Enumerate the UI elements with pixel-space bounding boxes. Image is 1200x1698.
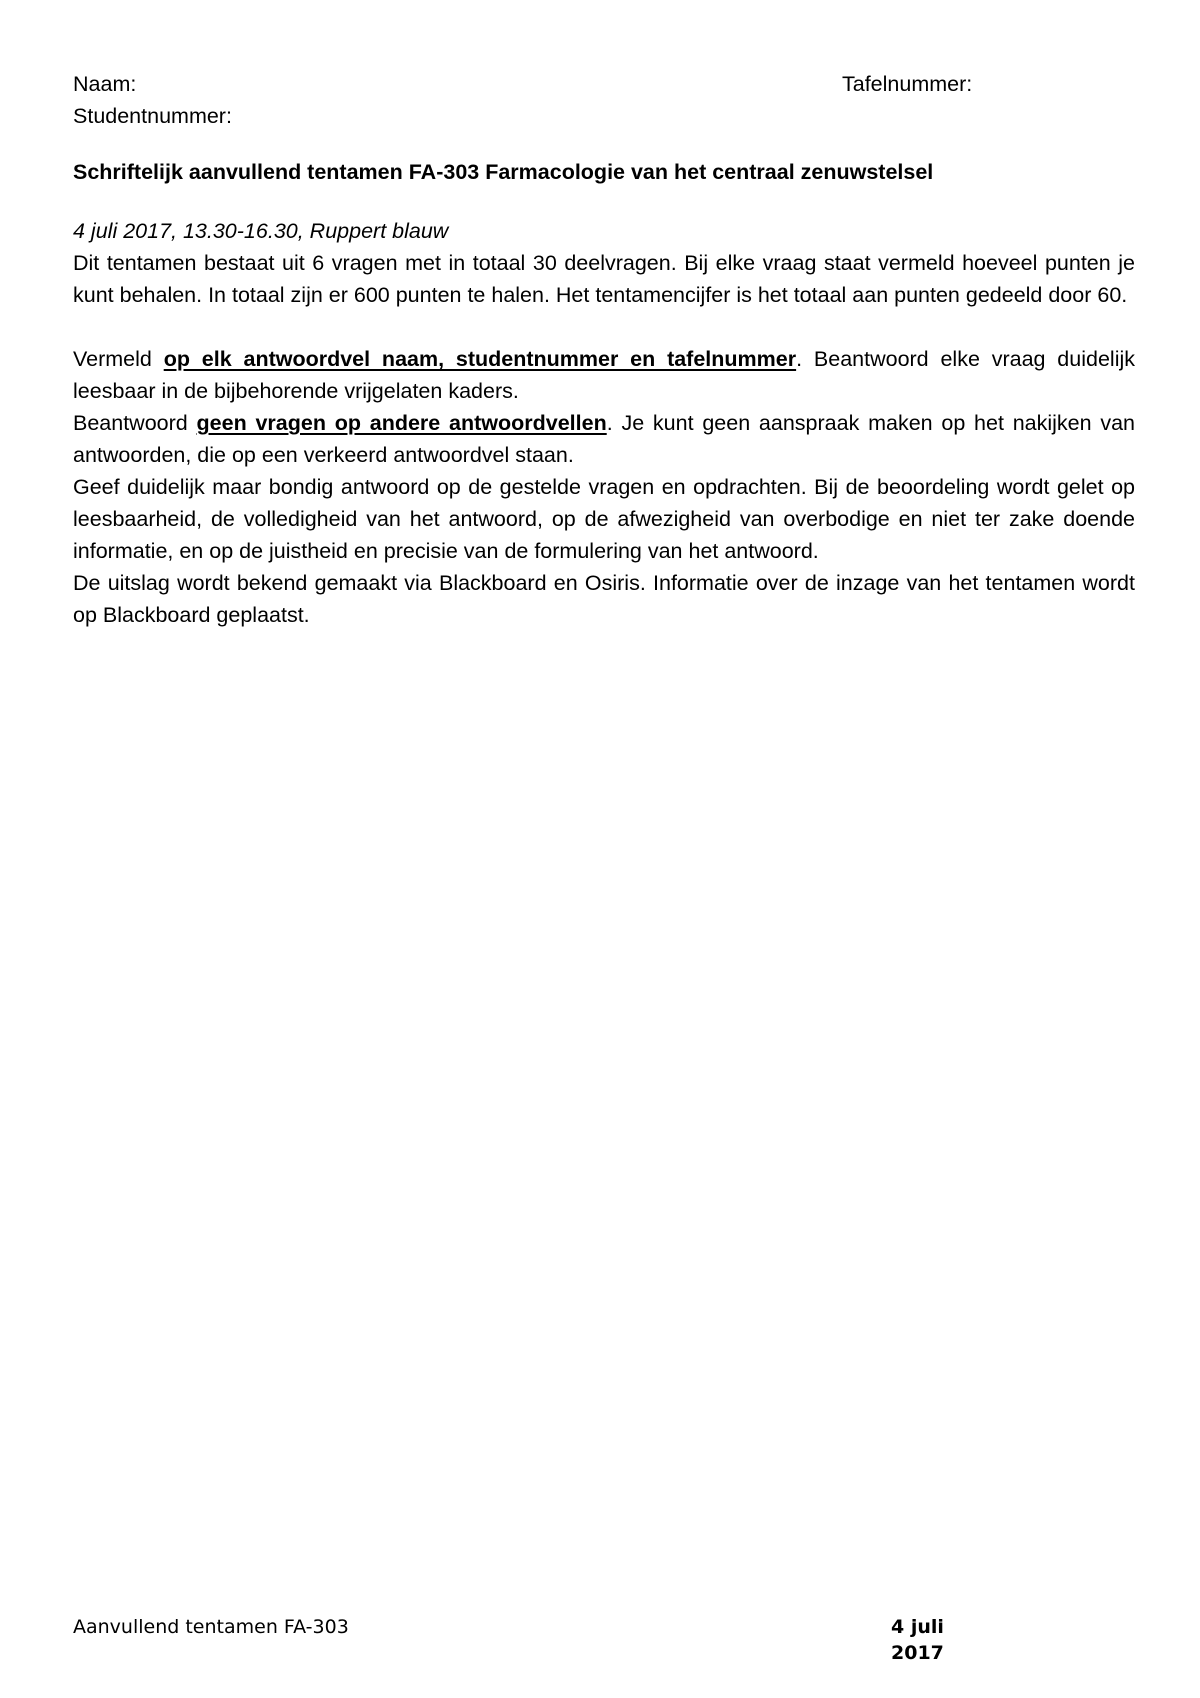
studentnummer-label: Studentnummer: (73, 104, 232, 128)
instruction-text: Vermeld (73, 347, 164, 371)
instruction-answer-sheet (73, 343, 1135, 407)
page-footer (73, 1614, 997, 1664)
results-paragraph: De uitslag wordt bekend gemaakt via Blackboard en Osiris. Informatie over de inzage van het tentamen wordt op Blackboard geplaatst. (73, 571, 1135, 627)
instruction-text: . Beantwoord elke vraag duidelijk leesbaar in de bijbehorende vrijgelaten kaders. (73, 347, 1135, 403)
page-content (73, 68, 1135, 631)
naam-label: Naam: (73, 72, 137, 96)
instruction-emphasis: geen vragen op andere antwoordvellen (196, 411, 607, 435)
tafelnummer-label: Tafelnummer: (842, 72, 973, 96)
answer-guidelines-paragraph: Geef duidelijk maar bondig antwoord op de gestelde vragen en opdrachten. Bij de beoordeling wordt gelet op leesbaarheid, de volledigheid van het antwoord, op de afwezigheid van overbodige en niet ter zake doende informatie, en op de juistheid en precisie van de formulering van het antwoord. (73, 475, 1135, 563)
instruction-other-sheets (73, 407, 1135, 471)
instruction-emphasis: op elk antwoordvel naam, studentnummer en tafelnummer (163, 347, 797, 371)
footer-course: Aanvullend tentamen FA-303 (73, 1616, 349, 1638)
exam-date-line: 4 juli 2017, 13.30-16.30, Ruppert blauw (73, 219, 449, 243)
instruction-text: . Je kunt geen aanspraak maken op het nakijken van antwoorden, die op een verkeerd antwoordvel staan. (73, 411, 1136, 467)
header-row (73, 68, 1135, 100)
intro-paragraph: Dit tentamen bestaat uit 6 vragen met in totaal 30 deelvragen. Bij elke vraag staat vermeld hoeveel punten je kunt behalen. In totaal zijn er 600 punten te halen. Het tentamencijfer is het totaal aan punten gedeeld door 60. (73, 251, 1135, 307)
instructions-block (73, 343, 1135, 471)
instruction-text: Beantwoord (73, 411, 197, 435)
footer-date: 4 juli 2017 (891, 1616, 944, 1664)
exam-title: Schriftelijk aanvullend tentamen FA-303 Farmacologie van het centraal zenuwstelsel (73, 160, 934, 184)
